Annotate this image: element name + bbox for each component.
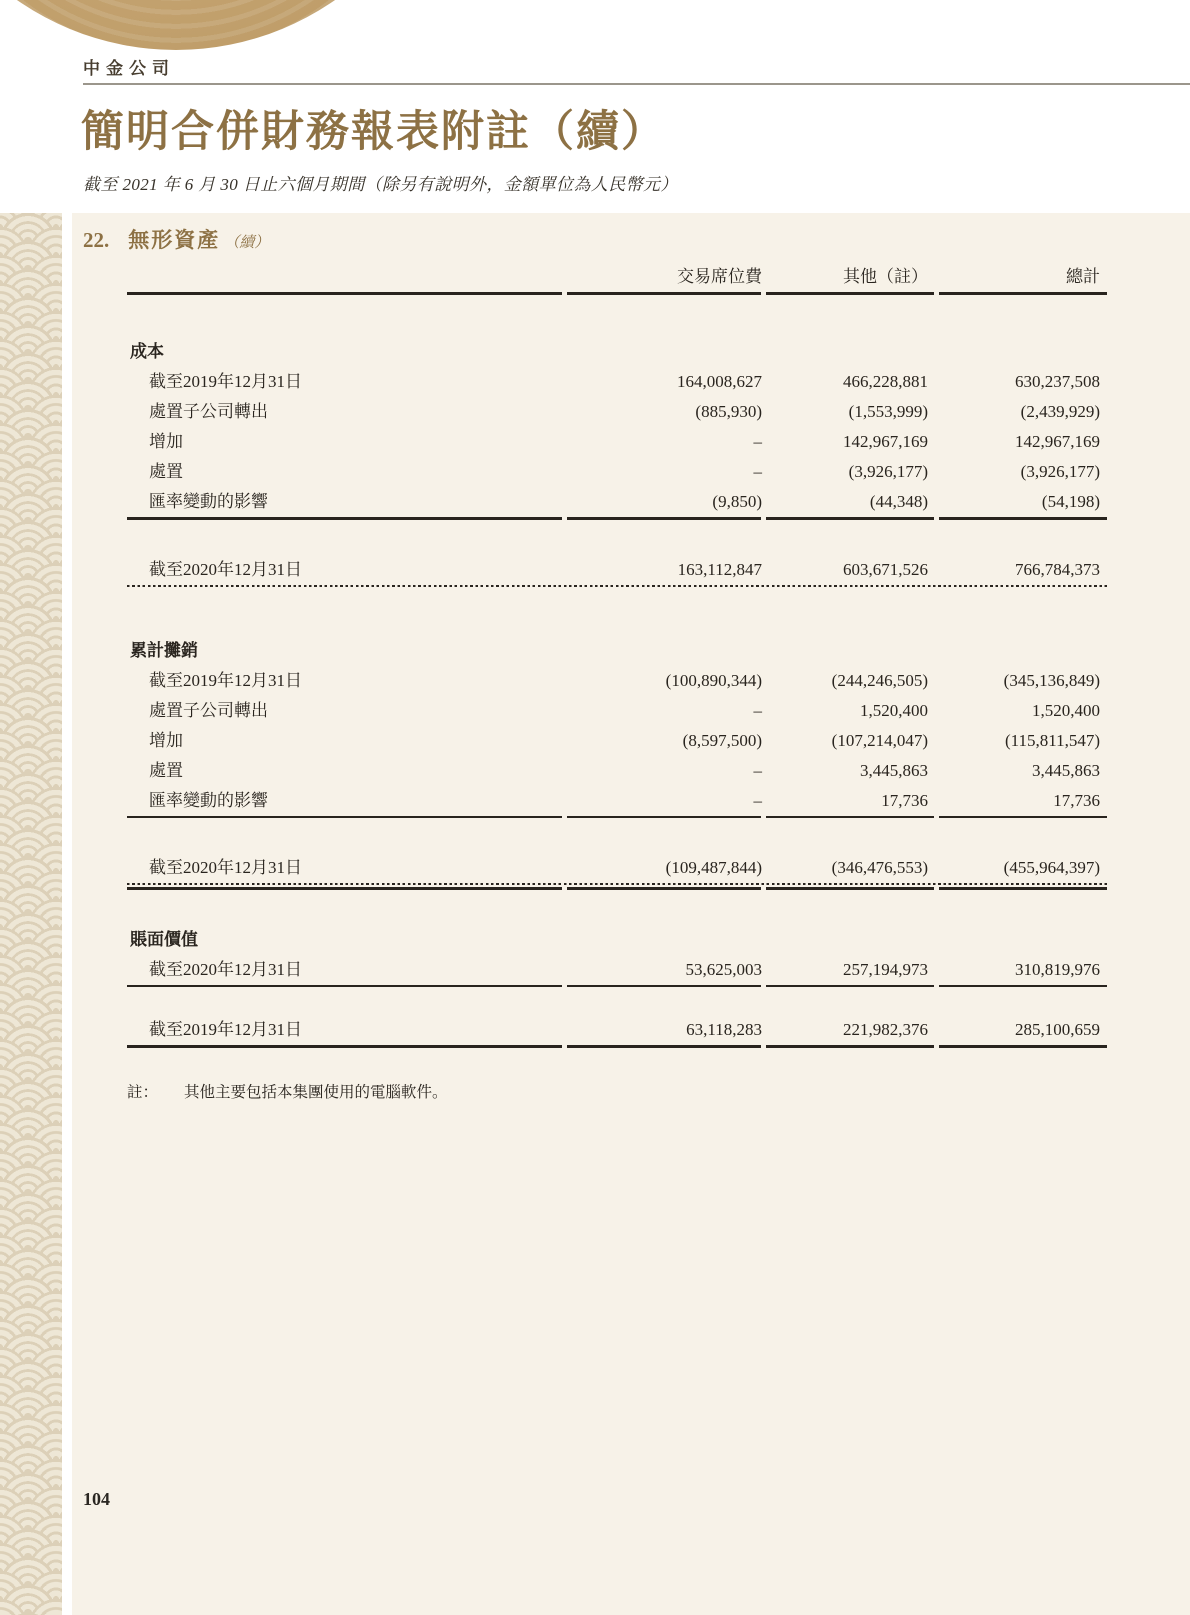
cell-value: 766,784,373: [1015, 559, 1100, 579]
section-label: 累計攤銷: [130, 640, 198, 660]
page-subtitle: 截至 2021 年 6 月 30 日止六個月期間（除另有說明外，金額單位為人民幣元）: [83, 175, 678, 194]
table-header-row: [127, 262, 1107, 292]
page-number: 104: [83, 1489, 110, 1509]
seigaiha-pattern-strip: [0, 213, 62, 1615]
cell-value: (346,476,553): [831, 858, 928, 877]
cell-value: (1,553,999): [848, 402, 928, 421]
table-row: [127, 696, 1107, 726]
cell-value: 17,736: [1053, 790, 1100, 810]
row-label: 截至2020年12月31日: [149, 959, 302, 979]
row-label: 處置: [149, 462, 183, 481]
cell-value: 53,625,003: [685, 959, 762, 979]
cell-value: 163,112,847: [677, 559, 762, 579]
cell-value: (3,926,177): [848, 462, 928, 481]
row-label: 處置子公司轉出: [149, 402, 268, 421]
cell-value: –: [753, 462, 762, 481]
cell-value: (54,198): [1041, 492, 1100, 511]
cell-value: 142,967,169: [1015, 432, 1100, 451]
cell-value: 257,194,973: [843, 959, 928, 979]
table-row: [127, 756, 1107, 786]
section-title: 無形資產: [128, 228, 221, 252]
cell-value: (8,597,500): [682, 730, 762, 750]
cell-value: (345,136,849): [1003, 670, 1100, 690]
cell-value: 466,228,881: [843, 372, 928, 391]
table-header-rule: [127, 292, 1107, 295]
total-row-cost-2020: [127, 555, 1107, 585]
net-book-value-rule: [127, 985, 1107, 988]
row-label: 增加: [149, 432, 183, 451]
cell-value: 1,520,400: [1032, 700, 1100, 720]
intangible-assets-table: [127, 262, 1107, 1048]
table-row: [127, 955, 1107, 985]
cell-value: (885,930): [695, 402, 762, 421]
header-spacer: [127, 262, 565, 292]
section-continued-label: （續）: [224, 235, 270, 251]
section-end-dashed-rule: [127, 585, 1107, 587]
section-label: 賬面價值: [130, 929, 198, 949]
cell-value: –: [753, 700, 762, 720]
column-header-others: 其他（註）: [843, 267, 928, 286]
cell-value: (115,811,547): [1004, 730, 1100, 750]
cell-value: 164,008,627: [677, 372, 762, 391]
cell-value: (44,348): [869, 492, 928, 511]
column-header-trading-seat-fees: 交易席位費: [677, 267, 762, 286]
table-row: [127, 666, 1107, 696]
row-label: 截至2019年12月31日: [149, 670, 302, 690]
row-label: 處置子公司轉出: [149, 700, 268, 720]
table-row: [127, 457, 1107, 487]
page-title: 簡明合併財務報表附註（續）: [81, 109, 666, 156]
section-label: 成本: [130, 342, 164, 361]
section-end-solid-rule: [127, 887, 1107, 890]
table-row: [127, 487, 1107, 517]
net-book-value-rule: [127, 1045, 1107, 1048]
table-row: [127, 427, 1107, 457]
cell-value: 3,445,863: [1032, 760, 1100, 780]
total-row-amortisation-2020: [127, 853, 1107, 883]
cell-value: 603,671,526: [843, 559, 928, 579]
footnote-label: 註：: [127, 1084, 159, 1101]
cell-value: (109,487,844): [665, 858, 762, 877]
footnote-text: 其他主要包括本集團使用的電腦軟件。: [184, 1084, 448, 1101]
cell-value: 17,736: [881, 790, 928, 810]
row-label: 匯率變動的影響: [149, 492, 268, 511]
table-row: [127, 726, 1107, 756]
cell-value: –: [753, 432, 762, 451]
row-label: 截至2019年12月31日: [149, 372, 302, 391]
brand-logo-circle: [0, 0, 454, 50]
cell-value: 1,520,400: [860, 700, 928, 720]
table-row: [127, 786, 1107, 816]
row-label: 截至2020年12月31日: [149, 858, 302, 877]
cell-value: 142,967,169: [843, 432, 928, 451]
cell-value: (9,850): [712, 492, 762, 511]
cell-value: 310,819,976: [1015, 959, 1100, 979]
cell-value: (2,439,929): [1020, 402, 1100, 421]
cell-value: 221,982,376: [843, 1020, 928, 1039]
section-title-row-amortisation: [127, 636, 1107, 666]
cell-value: (3,926,177): [1020, 462, 1100, 481]
cell-value: 63,118,283: [686, 1020, 762, 1039]
section-subtotal-rule: [127, 517, 1107, 520]
row-label: 截至2020年12月31日: [149, 559, 302, 579]
row-label: 截至2019年12月31日: [149, 1020, 302, 1039]
column-header-total: 總計: [1066, 267, 1100, 286]
table-row: [127, 367, 1107, 397]
cell-value: 285,100,659: [1015, 1020, 1100, 1039]
section-title-row-net-book-value: [127, 925, 1107, 955]
cell-value: –: [753, 790, 762, 810]
table-row: [127, 1015, 1107, 1045]
cell-value: (107,214,047): [831, 730, 928, 750]
table-row: [127, 397, 1107, 427]
company-name: 中金公司: [83, 59, 175, 78]
cell-value: (100,890,344): [665, 670, 762, 690]
row-label: 處置: [149, 760, 183, 780]
row-label: 匯率變動的影響: [149, 790, 268, 810]
row-label: 增加: [149, 730, 183, 750]
section-end-dashed-rule: [127, 883, 1107, 885]
cell-value: –: [753, 760, 762, 780]
cell-value: 3,445,863: [860, 760, 928, 780]
header-divider: [83, 83, 1190, 85]
section-subtotal-rule: [127, 816, 1107, 819]
section-number: 22.: [83, 228, 110, 252]
cell-value: (244,246,505): [831, 670, 928, 690]
section-title-row-cost: [127, 337, 1107, 367]
cell-value: (455,964,397): [1003, 858, 1100, 877]
cell-value: 630,237,508: [1015, 372, 1100, 391]
section-heading: [83, 224, 269, 254]
footnote: [127, 1080, 448, 1102]
